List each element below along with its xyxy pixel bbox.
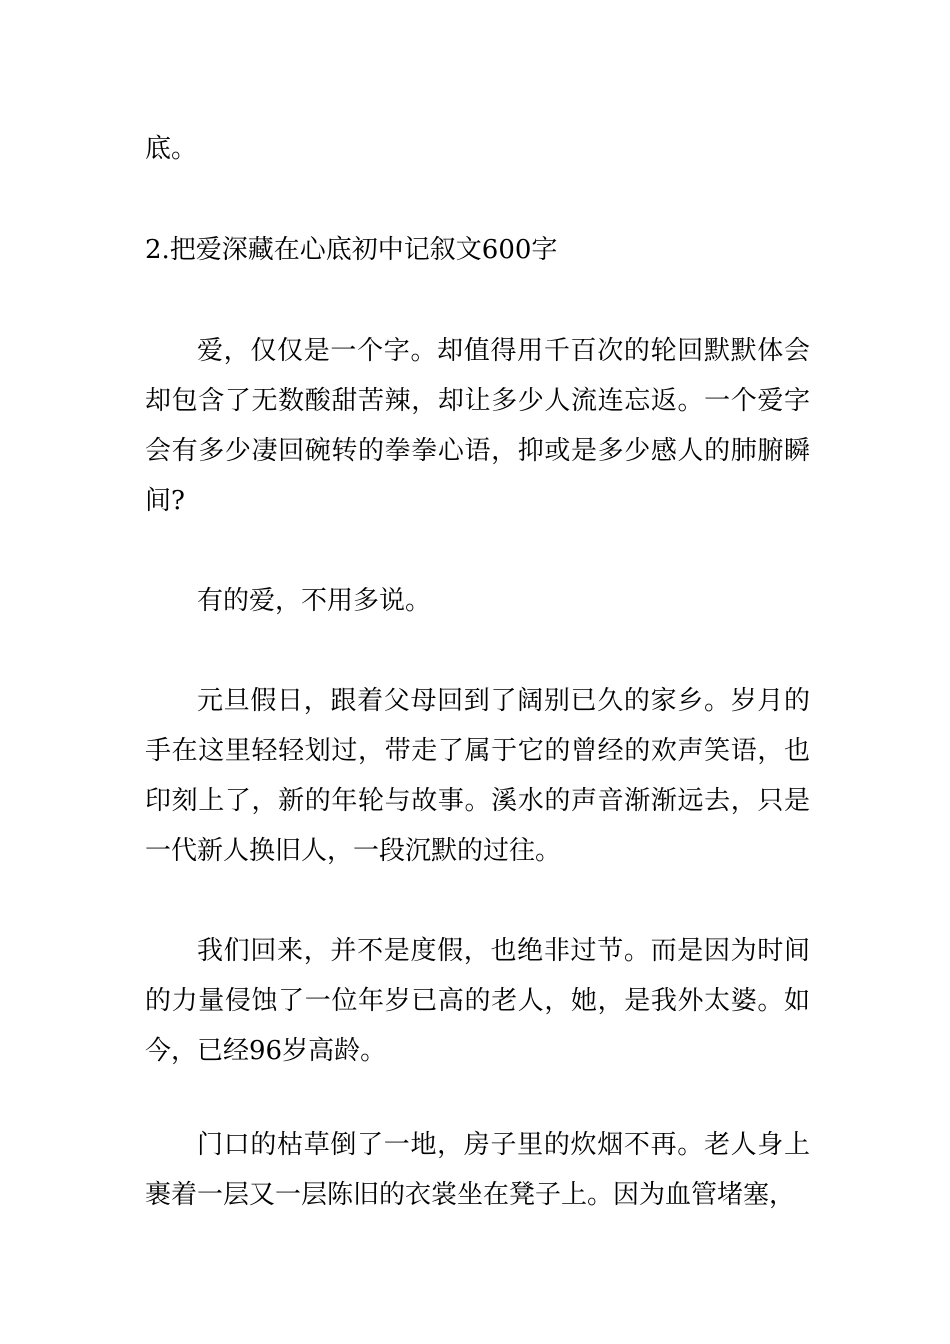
paragraph-2: 有的爱，不用多说。	[197, 586, 432, 616]
section-heading: 2.把爱深藏在心底初中记叙文600字	[145, 235, 558, 265]
paragraph-3: 元旦假日，跟着父母回到了阔别已久的家乡。岁月的手在这里轻轻划过，带走了属于它的曾经的欢声笑语，也印刻上了，新的年轮与故事。溪水的声音渐渐远去，只是一代新人换旧人，一段沉默的过往。	[145, 686, 810, 866]
paragraph-5: 门口的枯草倒了一地，房子里的炊烟不再。老人身上裹着一层又一层陈旧的衣裳坐在凳子上。因为血管堵塞，	[145, 1130, 810, 1210]
fragment-text: 底。	[145, 134, 198, 164]
paragraph-1: 爱，仅仅是一个字。却值得用千百次的轮回默默体会却包含了无数酸甜苦辣，却让多少人流连忘返。一个爱字会有多少凄回碗转的拳拳心语，抑或是多少感人的肺腑瞬间?	[145, 336, 810, 516]
paragraph-4: 我们回来，并不是度假，也绝非过节。而是因为时间的力量侵蚀了一位年岁已高的老人，她，是我外太婆。如今，已经96岁高龄。	[145, 936, 810, 1066]
